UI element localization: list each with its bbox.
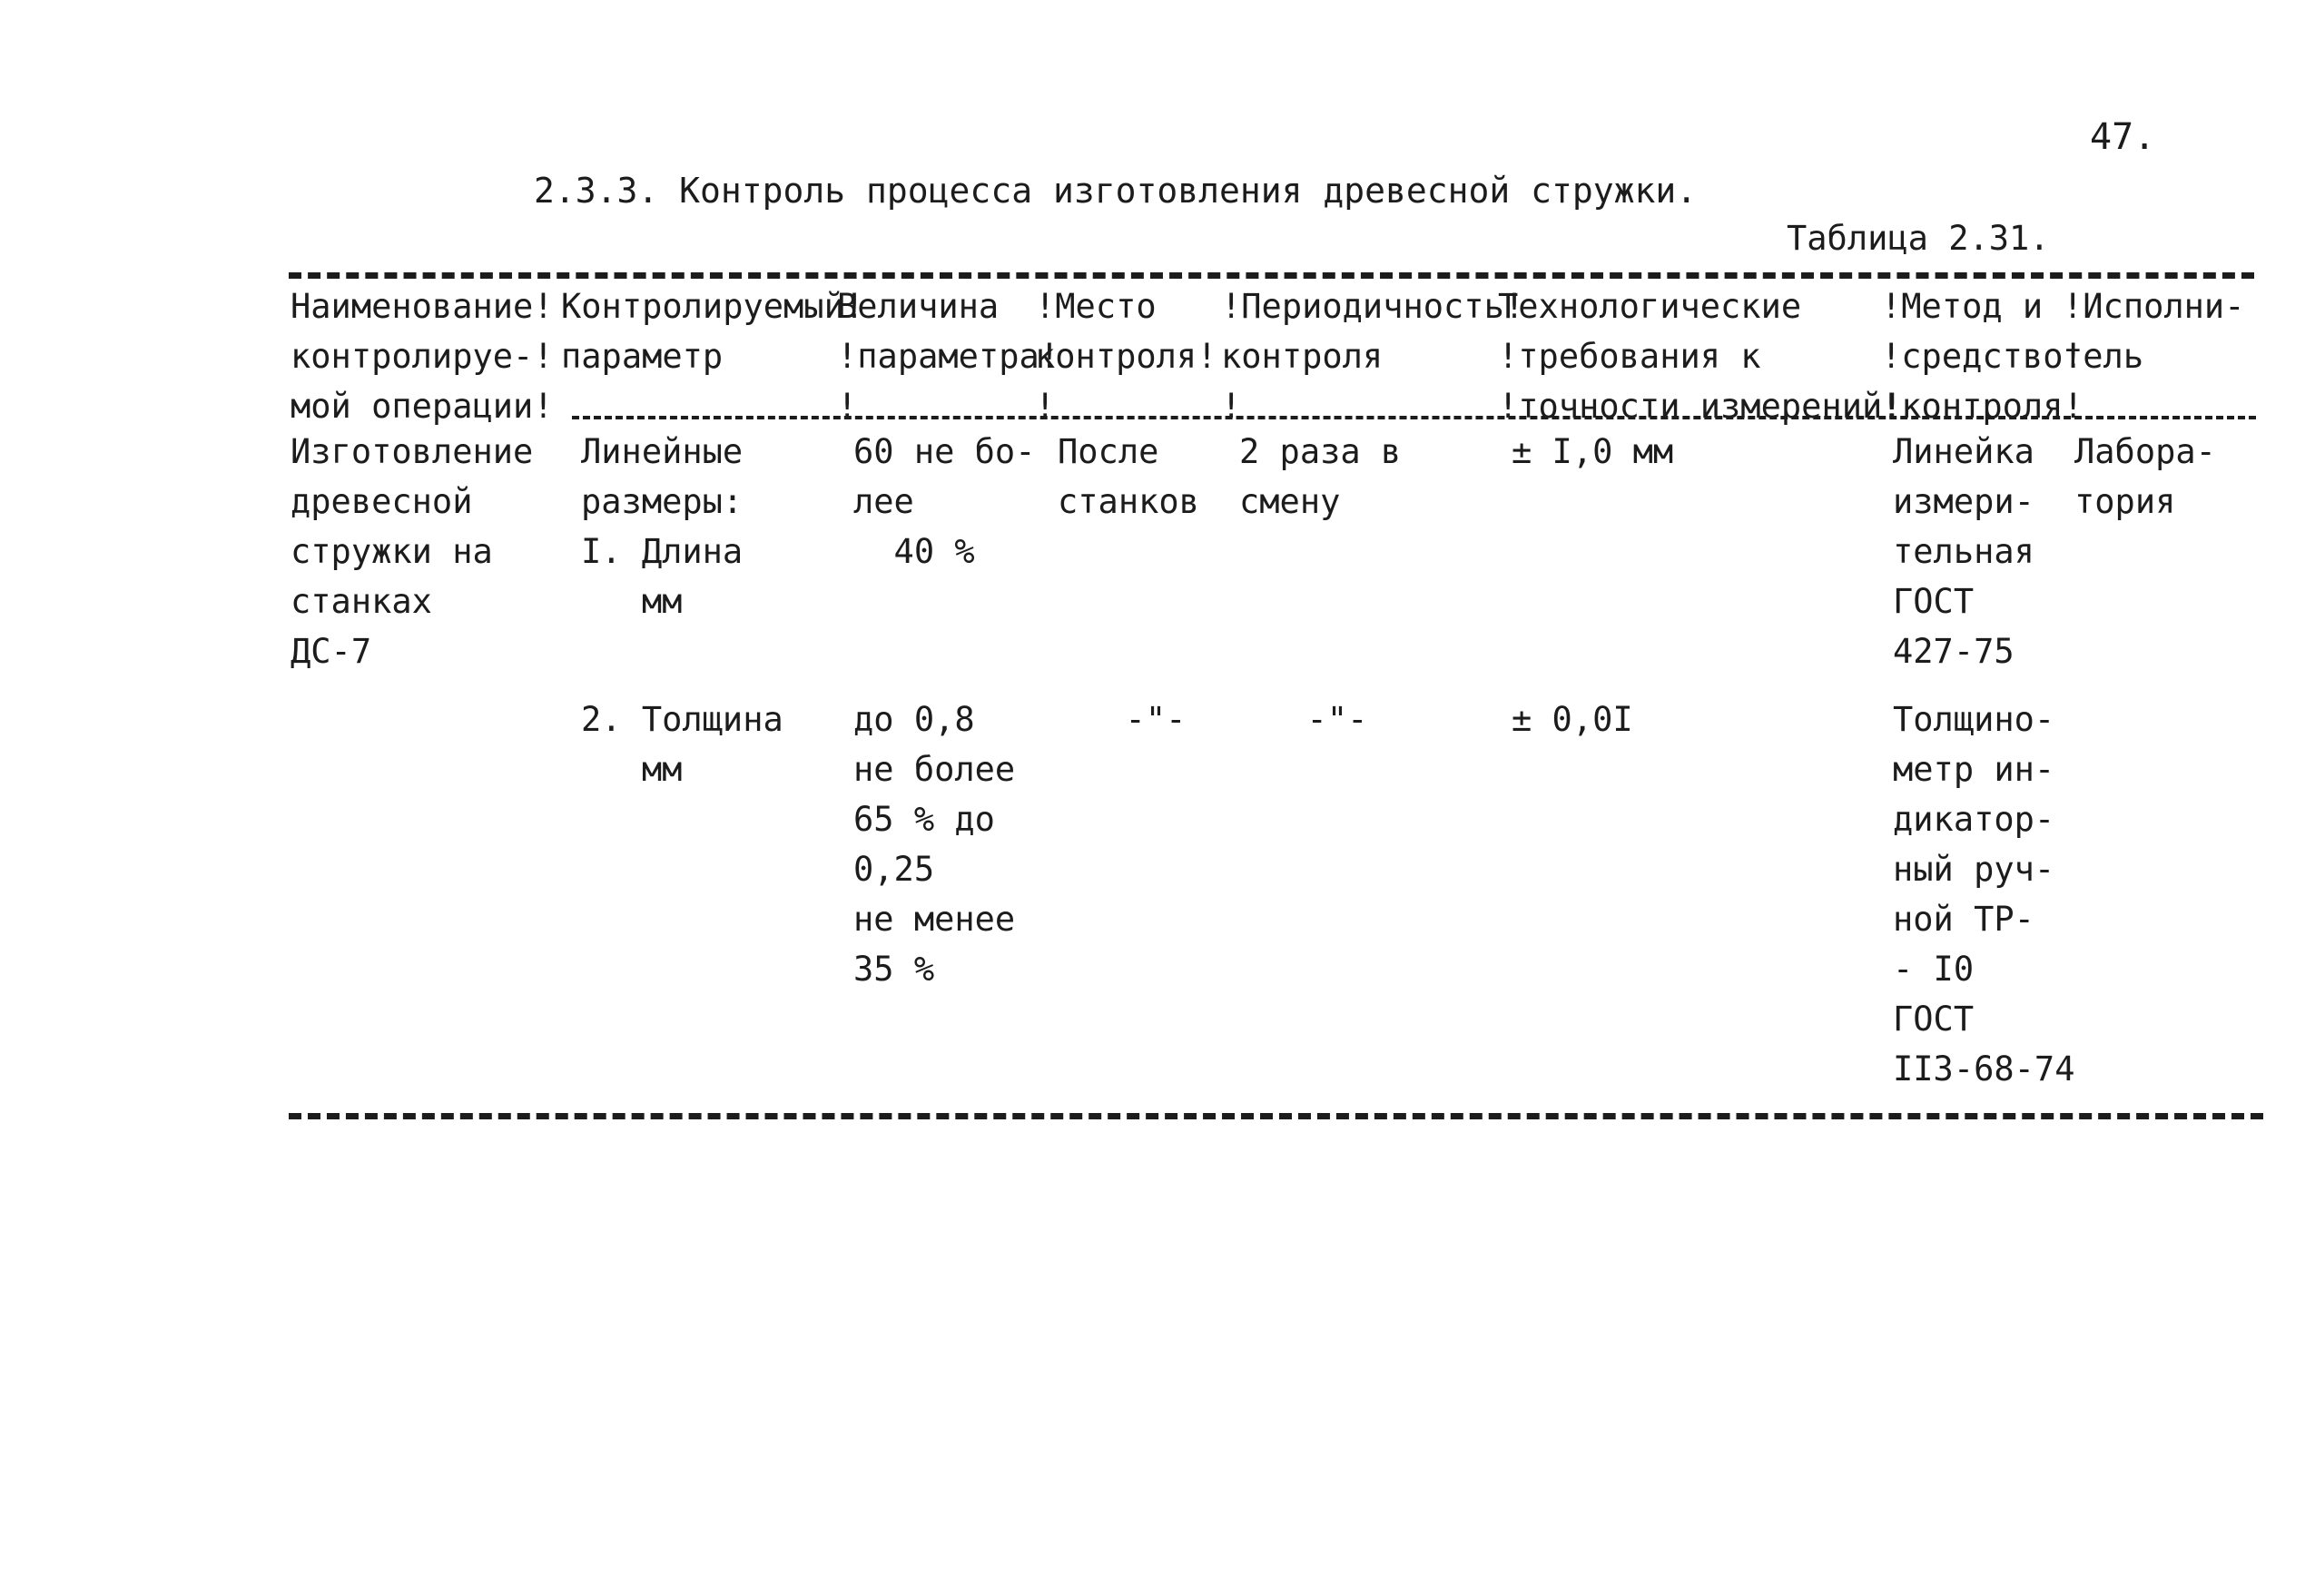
header-accuracy: Технологические !требования к !точности измерений! — [1498, 287, 1903, 426]
table-cell-value: до 0,8 не более 65 % до 0,25 не менее 35 % — [853, 700, 1016, 989]
header-operation: Наименование! контролируе-! мой операции! — [291, 287, 554, 426]
table-top-rule — [289, 272, 2254, 279]
table-label: Таблица 2.31. — [1787, 219, 2050, 258]
table-bottom-rule — [289, 1113, 2263, 1119]
page-number: 47. — [2090, 116, 2156, 158]
header-executor: !Исполни- тель — [2063, 287, 2245, 376]
header-period: !Периодичность! контроля ! — [1221, 287, 1525, 426]
table-cell-method: Толщино- метр ин- дикатор- ный руч- ной ТР- - I0 ГОСТ II3-68-74 — [1893, 700, 2075, 1089]
table-cell-value: 60 не бо- лее 40 % — [853, 432, 1036, 571]
table-cell-place: -"- — [1085, 700, 1187, 739]
header-bottom-rule — [572, 416, 2256, 419]
table-cell-place: После станков — [1058, 432, 1199, 521]
table-cell-operation: Изготовление древесной стружки на станках ДС-7 — [291, 432, 534, 671]
table-cell-period: -"- — [1266, 700, 1368, 739]
table-cell-executor: Лабора- тория — [2074, 432, 2216, 521]
header-value: Величина !параметра! ! — [837, 287, 1060, 426]
section-title: 2.3.3. Контроль процесса изготовления древесной стружки. — [534, 171, 1698, 211]
table-cell-method: Линейка измери- тельная ГОСТ 427-75 — [1893, 432, 2034, 671]
table-cell-accuracy: ± I,0 мм — [1512, 432, 1674, 471]
header-method: !Метод и !средство! !контроля! — [1881, 287, 2084, 426]
header-parameter: Контролируемый! параметр — [561, 287, 865, 376]
table-cell-period: 2 раза в смену — [1239, 432, 1402, 521]
table-cell-parameter: 2. Толщина мм — [581, 700, 783, 789]
table-cell-accuracy: ± 0,0I — [1512, 700, 1633, 739]
table-cell-parameter: Линейные размеры: I. Длина мм — [581, 432, 744, 621]
header-place: !Место контроля! ! — [1035, 287, 1217, 426]
